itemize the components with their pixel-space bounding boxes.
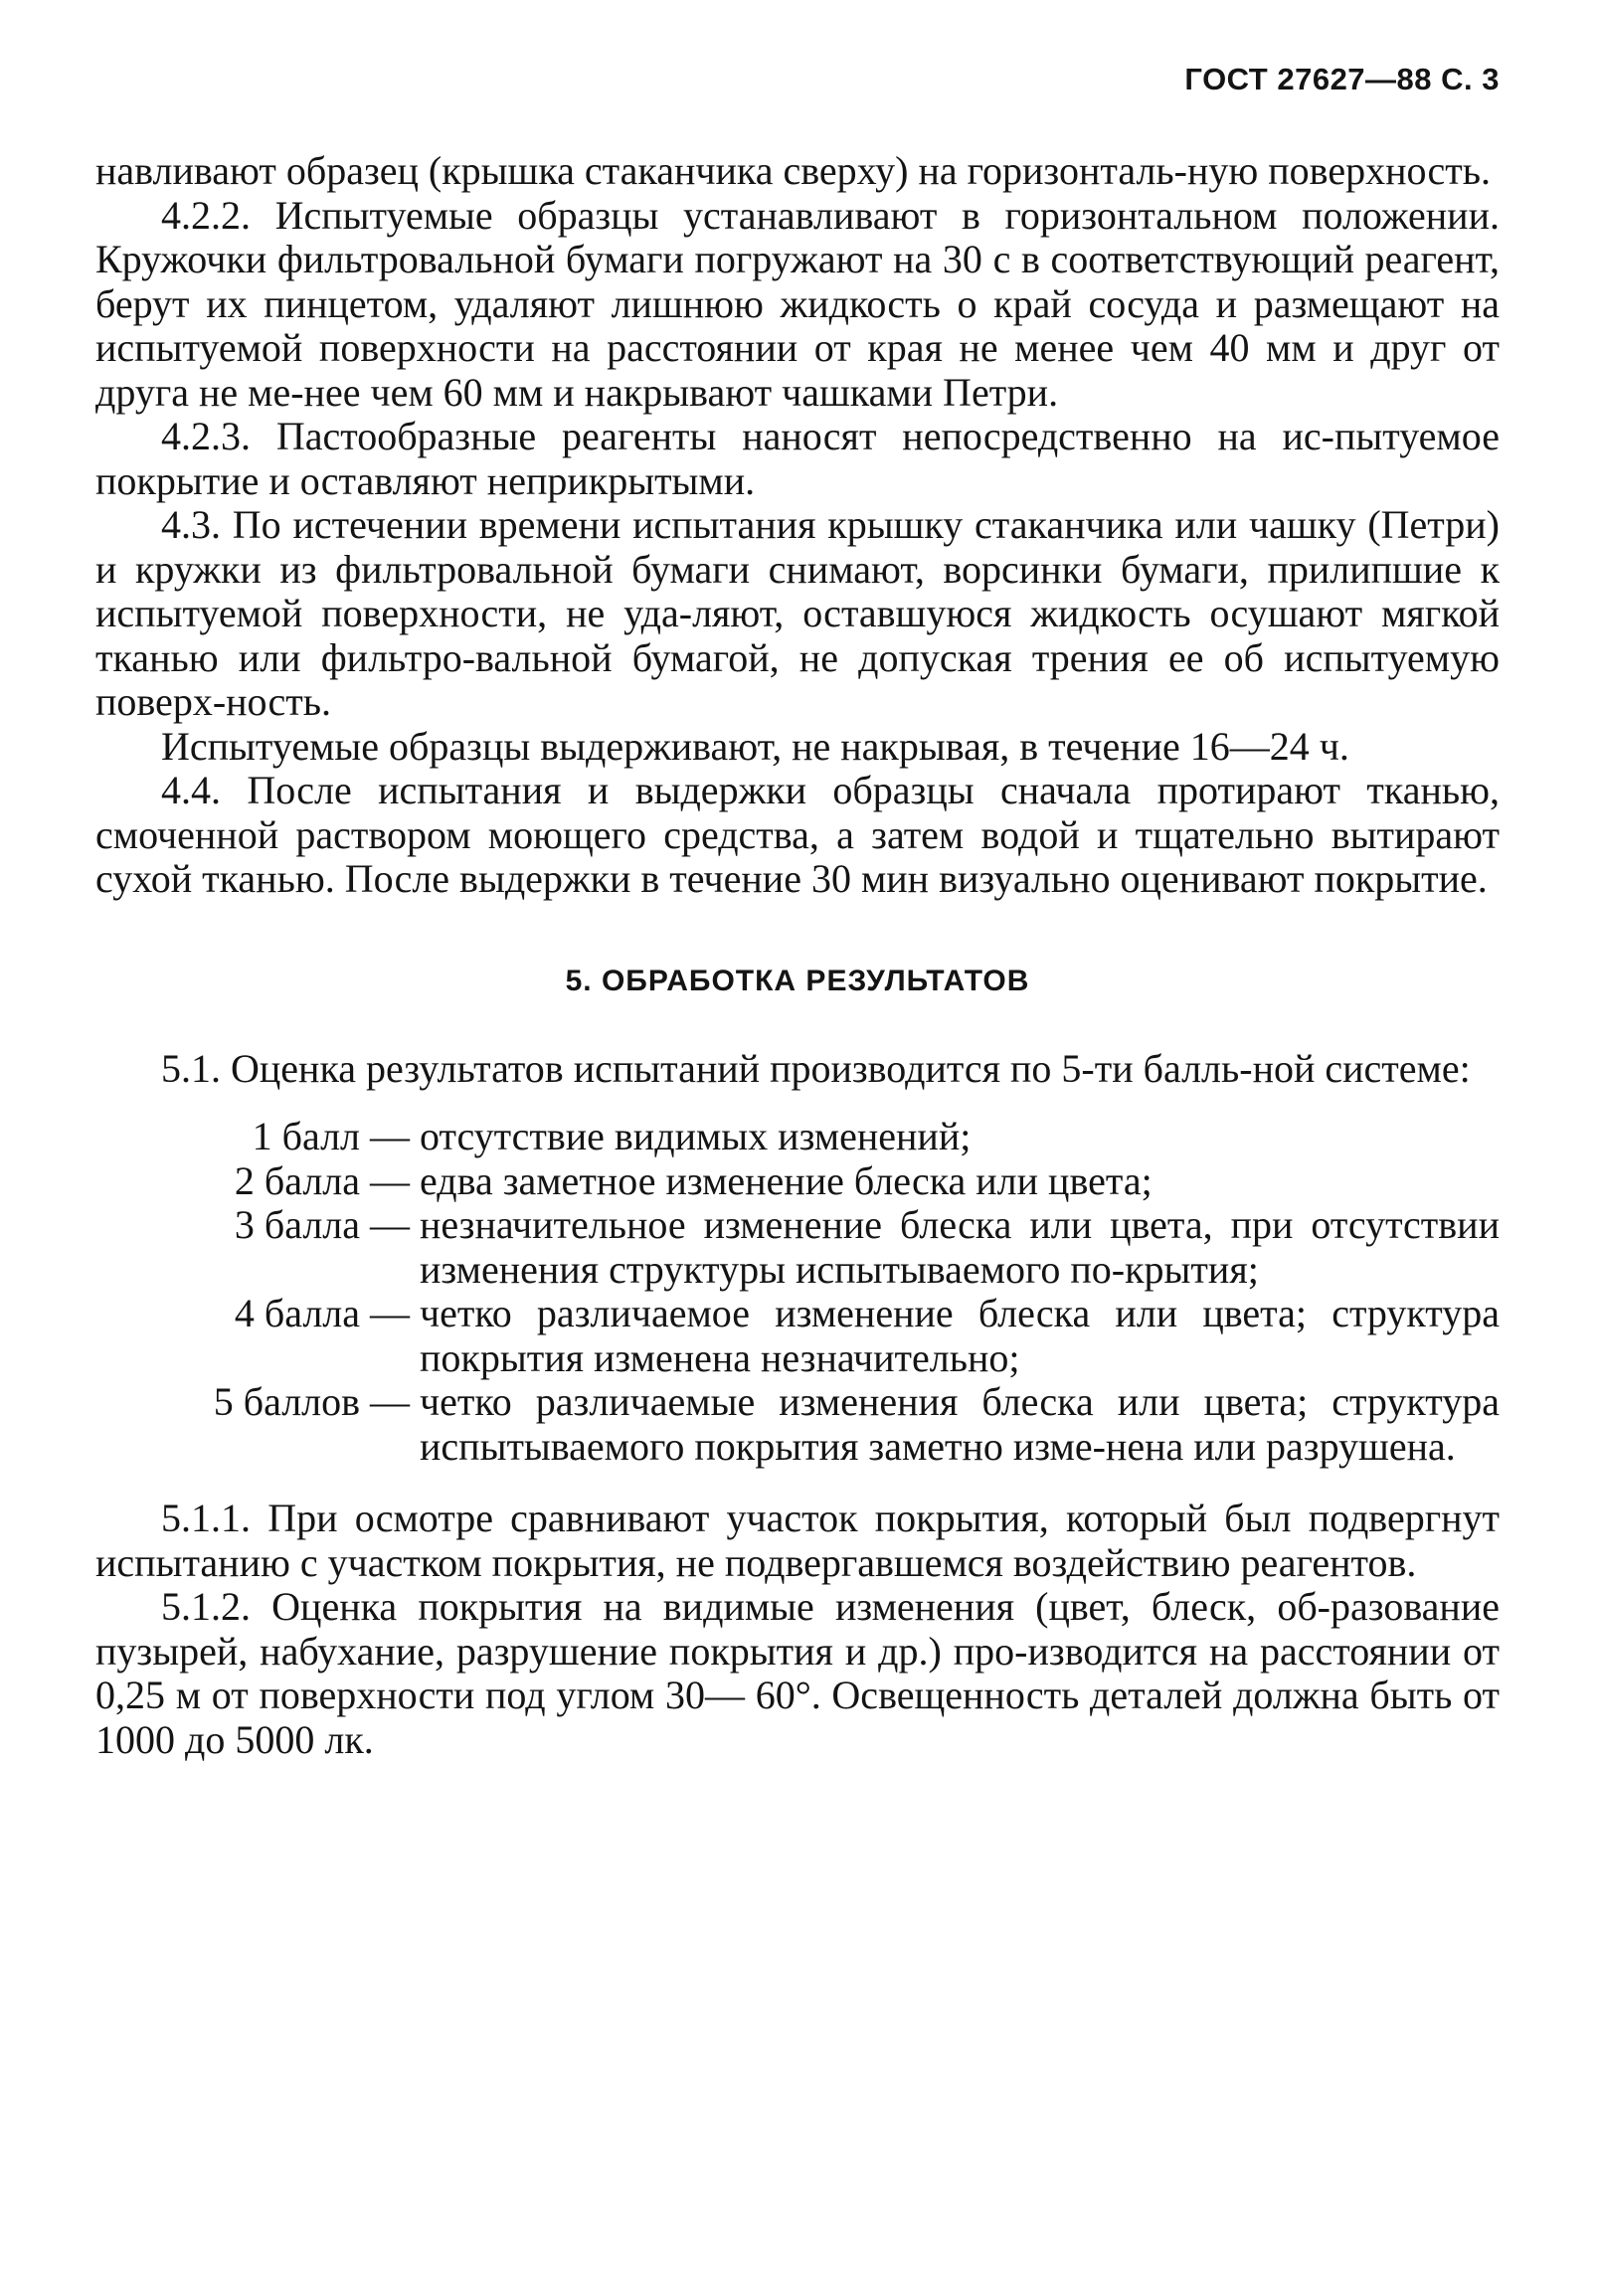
rating-row bbox=[95, 1203, 1500, 1292]
rating-description: незначительное изменение блеска или цвета, при отсутствии изменения структуры испытываемого по-крытия; bbox=[420, 1202, 1500, 1292]
section-5-title: 5. ОБРАБОТКА РЕЗУЛЬТАТОВ bbox=[565, 964, 1030, 997]
rating-grade: 2 балла — bbox=[234, 1157, 410, 1203]
paragraph-5-1: 5.1. Оценка результатов испытаний производится по 5-ти балль-ной системе: bbox=[161, 1045, 1471, 1091]
rating-row bbox=[95, 1159, 1500, 1204]
paragraph-continuation: навливают образец (крышка стаканчика сверху) на горизонталь-ную поверхность. bbox=[95, 148, 1491, 193]
paragraph-4-4: 4.4. После испытания и выдержки образцы сначала протирают тканью, смоченной раствором моющего средства, а затем водой и тщательно вытирают сухой тканью. После выдержки в течение 30 мин визуально оценивают покрытие. bbox=[95, 768, 1500, 901]
rating-grade: 1 балл — bbox=[252, 1114, 410, 1158]
paragraph-5-1-1: 5.1.1. При осмотре сравнивают участок покрытия, который был подвергнут испытанию с участком покрытия, не подвергавшемся воздействию реагентов. bbox=[95, 1496, 1500, 1585]
rating-description: отсутствие видимых изменений; bbox=[420, 1114, 972, 1158]
rating-description: едва заметное изменение блеска или цвета; bbox=[420, 1157, 1153, 1203]
paragraph-4-3: 4.3. По истечении времени испытания крышку стаканчика или чашку (Петри) и кружки из фильтровальной бумаги снимают, ворсинки бумаги, прилипшие к испытуемой поверхности, не уда-ляют, оставшуюся жидкость осушают мягкой тканью или фильтро-вальной бумагой, не допуская трения ее об испытуемую поверх-ность. bbox=[95, 502, 1500, 724]
rating-row bbox=[95, 1292, 1500, 1380]
rating-grade: 4 балла — bbox=[234, 1291, 410, 1335]
paragraph-4-3-hold: Испытуемые образцы выдерживают, не накрывая, в течение 16—24 ч. bbox=[161, 723, 1349, 769]
rating-grade: 5 баллов — bbox=[213, 1379, 410, 1424]
paragraph-5-1-2: 5.1.2. Оценка покрытия на видимые изменения (цвет, блеск, об-разование пузырей, набухание, разрушение покрытия и др.) про-изводится на расстоянии от 0,25 м от поверхности под углом 30— 60°. Освещенность деталей должна быть от 1000 до 5000 лк. bbox=[95, 1584, 1500, 1762]
rating-row bbox=[95, 1380, 1500, 1469]
rating-description: четко различаемые изменения блеска или цвета; структура испытываемого покрытия заметно изме-нена или разрушена. bbox=[420, 1379, 1500, 1469]
paragraph-4-2-3: 4.2.3. Пастообразные реагенты наносят непосредственно на ис-пытуемое покрытие и оставляют неприкрытыми. bbox=[95, 414, 1500, 503]
rating-scale bbox=[95, 1115, 1500, 1469]
rating-grade: 3 балла — bbox=[234, 1202, 410, 1247]
rating-description: четко различаемое изменение блеска или цвета; структура покрытия изменена незначительно; bbox=[420, 1291, 1500, 1380]
page-header: ГОСТ 27627—88 С. 3 bbox=[1184, 62, 1500, 96]
paragraph-4-2-2: 4.2.2. Испытуемые образцы устанавливают в горизонтальном положении. Кружочки фильтровальной бумаги погружают на 30 с в соответствующий реагент, берут их пинцетом, удаляют лишнюю жидкость о край сосуда и размещают на испытуемой поверхности на расстоянии от края не менее чем 40 мм и друг от друга не ме-нее чем 60 мм и накрывают чашками Петри. bbox=[95, 192, 1500, 415]
rating-row bbox=[95, 1115, 1500, 1159]
